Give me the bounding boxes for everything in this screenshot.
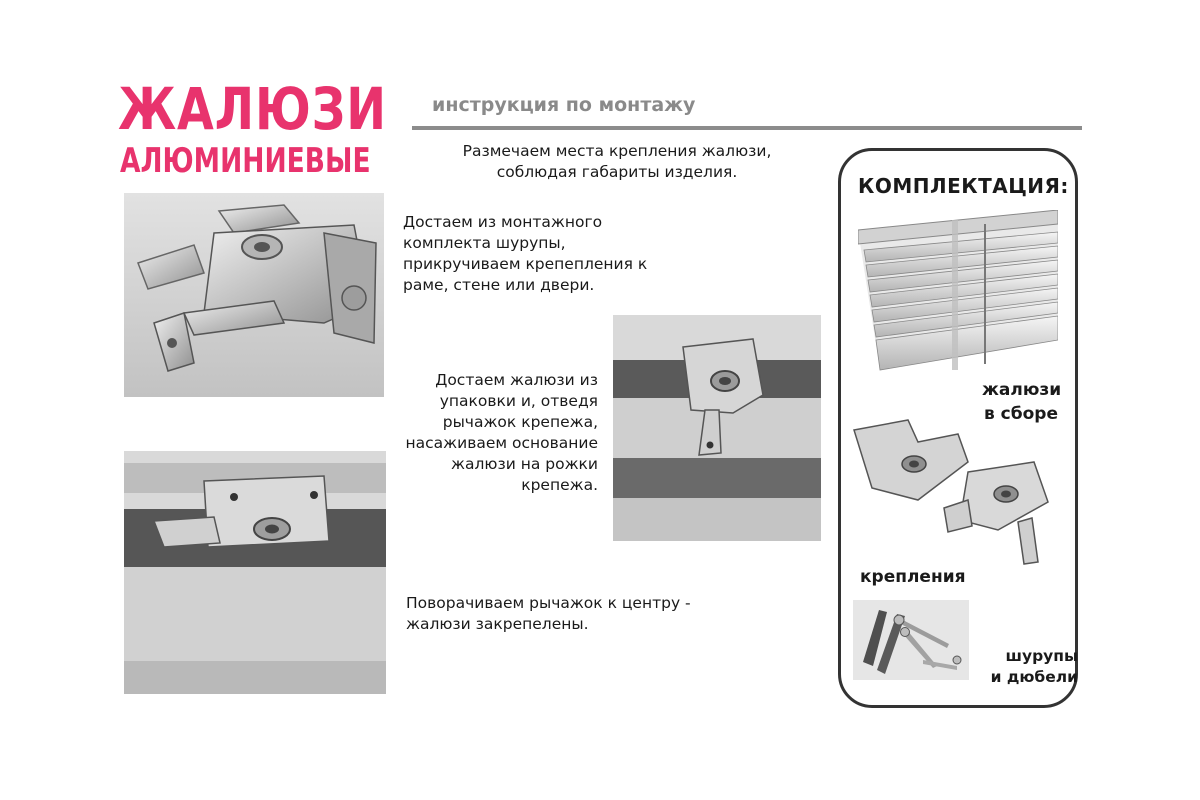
kit-label-line: шурупы — [1005, 647, 1078, 665]
step-3-line: упаковки и, отведя — [439, 392, 598, 410]
kit-label-screws — [960, 646, 1078, 688]
step-1-line: Размечаем места крепления жалюзи, — [462, 142, 772, 160]
step-4-line: Поворачиваем рычажок к центру - — [406, 594, 691, 612]
brand-subtitle: АЛЮМИНИЕВЫЕ — [120, 141, 371, 181]
step-3-line: крепежа. — [521, 476, 598, 494]
step-1-text — [452, 141, 782, 183]
step-2-line: прикручиваем крепепления к — [403, 255, 648, 273]
blinds-illustration — [858, 210, 1058, 380]
section-title: инструкция по монтажу — [432, 94, 696, 116]
brackets-photo — [848, 412, 1066, 572]
brackets-illustration — [848, 412, 1066, 572]
step-2-line: комплекта шурупы, — [403, 234, 566, 252]
bracket-photo — [124, 193, 384, 397]
assembled-blinds-photo — [858, 210, 1058, 380]
step-3-line: рычажок крепежа, — [442, 413, 598, 431]
step-4-text — [406, 593, 691, 635]
header-divider — [412, 126, 1082, 130]
screws-illustration — [853, 600, 969, 680]
kit-label-line: в сборе — [983, 404, 1058, 424]
step-1-line: соблюдая габариты изделия. — [496, 163, 738, 181]
step-3-line: жалюзи на рожки — [451, 455, 598, 473]
rail-mount-illustration — [613, 315, 821, 541]
step-2-line: Достаем из монтажного — [403, 213, 603, 231]
step-2-line: раме, стене или двери. — [403, 276, 595, 294]
kit-title: КОМПЛЕКТАЦИЯ: — [858, 174, 1069, 198]
step-2-text — [403, 212, 647, 296]
kit-label-line: и дюбели — [990, 668, 1078, 686]
bracket-illustration — [124, 193, 384, 397]
step-3-line: насаживаем основание — [405, 434, 598, 452]
locked-mount-illustration — [124, 451, 386, 694]
kit-label-line: крепления — [860, 567, 966, 587]
mounting-photo — [613, 315, 821, 541]
locked-photo — [124, 451, 386, 694]
step-3-line: Достаем жалюзи из — [435, 371, 598, 389]
step-3-text — [396, 370, 598, 496]
step-4-line: жалюзи закрепелены. — [406, 615, 589, 633]
kit-label-brackets — [860, 565, 966, 589]
brand-title: ЖАЛЮЗИ — [118, 75, 387, 143]
screws-photo — [853, 600, 969, 680]
kit-label-line: жалюзи — [982, 380, 1062, 400]
